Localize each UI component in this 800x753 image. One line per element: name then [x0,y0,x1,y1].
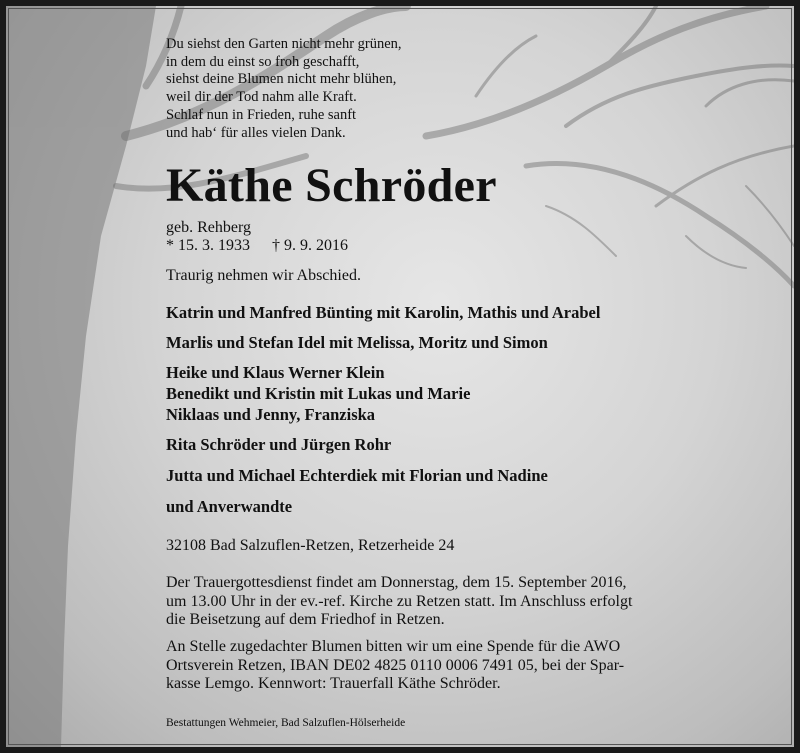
mourner-line: Rita Schröder und Jürgen Rohr [166,435,392,454]
donation-request [166,638,766,694]
mourner-group [166,302,766,323]
undertaker-credit: Bestattungen Wehmeier, Bad Salzuflen-Hölserheide [166,717,406,729]
poem-line: weil dir der Tod nahm alle Kraft. [166,89,357,106]
poem-line: in dem du einst so froh geschafft, [166,53,360,70]
service-line: Der Trauergottesdienst findet am Donnerstag, dem 15. September 2016, [166,574,627,591]
mourner-line: Heike und Klaus Werner Klein [166,363,385,382]
mourner-line: Katrin und Manfred Bünting mit Karolin, Mathis und Arabel [166,303,601,322]
farewell-line: Traurig nehmen wir Abschied. [166,267,361,284]
poem-line: Du siehst den Garten nicht mehr grünen, [166,36,402,52]
family-address: 32108 Bad Salzuflen-Retzen, Retzerheide 24 [166,537,455,554]
life-dates [166,236,348,256]
mourner-group [166,362,766,425]
mourner-line: Jutta und Michael Echterdiek mit Florian und Nadine [166,466,548,485]
mourner-group [166,332,766,353]
birth-date: * 15. 3. 1933 [166,237,250,254]
funeral-service-info [166,574,766,630]
service-line: die Beisetzung auf dem Friedhof in Retzen. [166,611,445,629]
poem-line: siehst deine Blumen nicht mehr blühen, [166,71,397,88]
death-date: † 9. 9. 2016 [272,237,348,254]
mourners-list [166,302,766,517]
mourner-line: Benedikt und Kristin mit Lukas und Marie [166,384,471,403]
donation-line: Ortsverein Retzen, IBAN DE02 4825 0110 0006 7491 05, bei der Spar- [166,656,625,674]
memorial-poem [166,36,566,142]
birth-name: geb. Rehberg [166,219,252,236]
deceased-name: Käthe Schröder [166,159,497,212]
mourner-group [166,465,766,486]
mourner-line: Niklaas und Jenny, Franziska [166,405,376,424]
donation-line: kasse Lemgo. Kennwort: Trauerfall Käthe Schröder. [166,675,501,693]
donation-line: An Stelle zugedachter Blumen bitten wir um eine Spende für die AWO [166,638,621,655]
service-line: um 13.00 Uhr in der ev.-ref. Kirche zu Retzen statt. Im Anschluss erfolgt [166,592,633,610]
mourner-line: und Anverwandte [166,497,293,516]
mourner-group [166,496,766,517]
poem-line: Schlaf nun in Frieden, ruhe sanft [166,106,357,123]
mourner-group [166,434,766,455]
poem-line: und hab‘ für alles vielen Dank. [166,124,346,141]
mourner-line: Marlis und Stefan Idel mit Melissa, Moritz und Simon [166,333,548,352]
